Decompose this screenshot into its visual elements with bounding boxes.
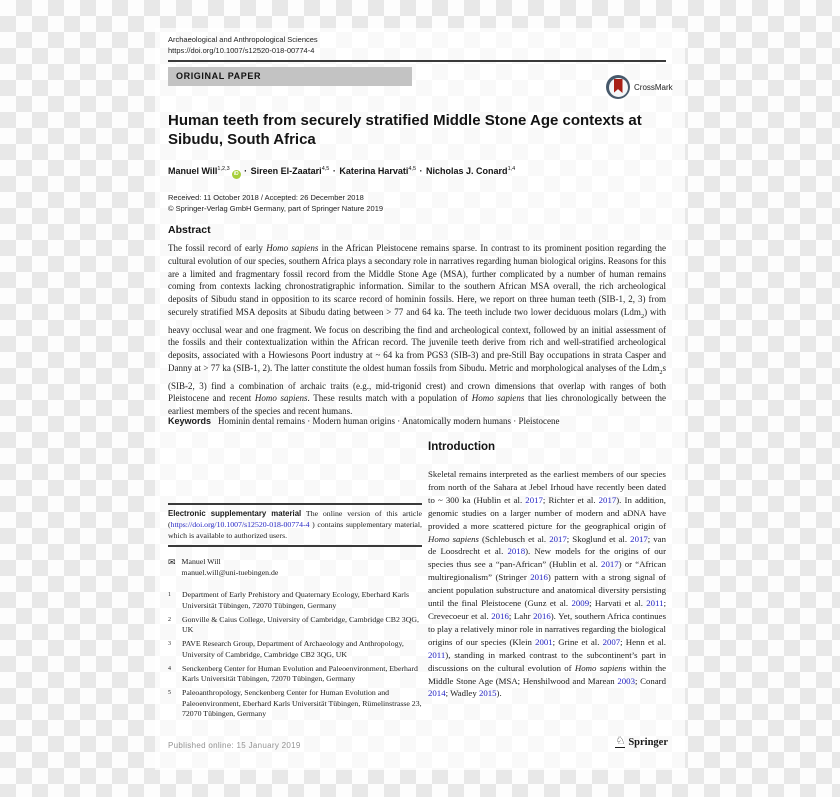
abstract-text: The fossil record of early Homo sapiens in the African Pleistocene remains sparse. In contrast to its prominent position regarding the cultural evolution of our species, southern Africa plays a secondary role in narratives regarding human biological origins. Reasons for this are a limited and fragmentary fossil record from the Middle Stone Age (MSA), further complicated by a number of human remains coming from contexts lacking chronostratigraphic information. Similar to the southern African MSA overall, the rich archeological deposits of Sibudu stand in opposition to its scarce record of hominin fossils. Here, we report on three human teeth (SIB-1, 2, 3) from securely stratified MSA deposits at Sibudu dating between > 77 and 64 ka. The teeth include two lower deciduous molars (Ldm$_2$) with heavy occlusal wear and one fragment. We focus on describing the find and archeological context, followed by an initial assessment of the fossils and their contextualization within the African record. The juvenile teeth derive from rich and well-stratified archeological deposits, associated with a Howiesons Poort industry at ~ 64 ka from PGS3 (SIB-3) and pre-Still Bay occupations in strata Casper and Danny at > 77 ka (SIB-1, 2). The latter constitute the oldest human fossils from Sibudu. Metric and morphological analyses of the Ldm$_2$s (SIB-2, 3) find a combination of archaic traits (e.g., mid-trigonid crest) and crown dimensions that overlap with ranges of both Pleistocene and recent Homo sapiens. These results match with a population of Homo sapiens that lies chronologically between the earliest members of the species and recent humans. xyxy=(168,243,667,417)
author-separator: · xyxy=(241,166,250,176)
received-accepted-line: Received: 11 October 2018 / Accepted: 26 December 2018 xyxy=(168,193,364,202)
affiliation-text: Gonville & Caius College, University of Cambridge, Cambridge CB2 3QG, UK xyxy=(182,614,419,635)
affiliation-item xyxy=(168,590,422,611)
affiliation-text: Senckenberg Center for Human Evolution and Paleoenvironment, Eberhard Karls Universität Tübingen, 72070 Tübingen, Germany xyxy=(182,663,418,684)
journal-name: Archaeological and Anthropological Sciences xyxy=(168,35,318,44)
inline-link[interactable]: 2016 xyxy=(533,610,551,621)
author xyxy=(251,166,340,176)
inline-link[interactable]: 2015 xyxy=(478,688,497,699)
dates-block xyxy=(168,193,383,214)
keywords-label: Keywords xyxy=(168,416,212,426)
footnote-rule-top xyxy=(168,503,422,505)
author-name: Nicholas J. Conard xyxy=(426,166,508,176)
affiliation-number: 2 xyxy=(168,616,171,623)
introduction-column xyxy=(428,441,666,700)
orcid-icon[interactable]: iD xyxy=(233,171,239,177)
affiliation-text: PAVE Research Group, Department of Archaeology and Anthropology, University of Cambridge, Cambridge CB2 3QG, UK xyxy=(182,639,404,659)
author-separator: · xyxy=(417,166,426,176)
author xyxy=(168,166,251,176)
affiliation-text: Department of Early Prehistory and Quaternary Ecology, Eberhard Karls Universität Tübingen, 72070 Tübingen, Germany xyxy=(182,590,410,610)
corresponding-author-email[interactable]: manuel.will@uni-tuebingen.de xyxy=(181,567,279,577)
author-name: Katerina Harvati xyxy=(339,166,409,176)
inline-link[interactable]: 2011 xyxy=(428,649,446,660)
inline-link[interactable]: 2003 xyxy=(617,675,635,686)
doi-text: https://doi.org/10.1007/s12520-018-00774-4 xyxy=(168,46,315,55)
author xyxy=(339,166,426,176)
esm-note: Electronic supplementary material The online version of this article (https://doi.org/10.1007/s12520-018-00774-4 ) contains supplementary material, which is available to authorized users. xyxy=(168,509,422,540)
affiliation-item xyxy=(168,615,422,636)
affiliation-number: 3 xyxy=(168,641,171,648)
affiliation-number: 4 xyxy=(168,665,171,672)
author-name: Sireen El-Zaatari xyxy=(250,166,322,176)
corresponding-author-name: Manuel Will xyxy=(181,557,221,567)
inline-link[interactable]: 2016 xyxy=(491,610,509,621)
inline-link[interactable]: https://doi.org/10.1007/s12520-018-00774-4 xyxy=(170,519,310,529)
keywords-line xyxy=(168,416,666,426)
inline-link[interactable]: 2011 xyxy=(646,598,664,609)
left-footnote-column xyxy=(168,503,422,723)
inline-link[interactable]: 2007 xyxy=(602,636,621,647)
affiliation-list xyxy=(168,590,422,720)
inline-link[interactable]: 2018 xyxy=(507,546,526,557)
abstract-heading: Abstract xyxy=(168,224,211,236)
author-separator xyxy=(515,166,517,176)
inline-link[interactable]: 2017 xyxy=(630,533,648,544)
crossmark-flag-icon xyxy=(614,79,623,93)
published-online-line: Published online: 15 January 2019 xyxy=(168,741,301,750)
article-type-label: ORIGINAL PAPER xyxy=(168,67,412,86)
crossmark-button[interactable] xyxy=(606,75,673,99)
envelope-icon: ✉ xyxy=(168,557,176,568)
author-list xyxy=(168,166,666,179)
affiliation-item xyxy=(168,664,422,685)
header-rule xyxy=(168,60,666,62)
affiliation-number: 1 xyxy=(168,592,171,599)
author xyxy=(426,166,517,176)
article-title: Human teeth from securely stratified Middle Stone Age contexts at Sibudu, South Africa xyxy=(168,112,642,148)
author-affiliation-sup: 1,4 xyxy=(507,166,516,172)
correspondence-block xyxy=(168,557,422,578)
inline-link[interactable]: 2017 xyxy=(598,494,617,505)
introduction-text: Skeletal remains interpreted as the earliest members of our species from north of the Sahara at Jebel Irhoud have recently been dated to ~ 300 ka (Hublin et al. 2017; Richter et al. 2017). In addition, genomic studies on a larger number of modern and aDNA have provided a more scattered picture for the geographical origin of Homo sapiens (Schlebusch et al. 2017; Skoglund et al. 2017; van de Loosdrecht et al. 2018). New models for the origins of our species thus see a “pan-African” (Hublin et al. 2017) or “African multiregionalism” (Stringer 2016) pattern with a strong signal of ancient population substructure and anatomical diversity persisting until the final Pleistocene (Gunz et al. 2009; Harvati et al. 2011; Crevecoeur et al. 2016; Lahr 2016). Yet, southern Africa continues to play a relatively minor role in narratives regarding the biological origins of our species (Klein 2001; Grine et al. 2007; Henn et al. 2011), standing in marked contrast to the subcontinent’s part in discussions on the cultural evolution of Homo sapiens within the Middle Stone Age (MSA; Henshilwood and Marean 2003; Conard 2014; Wadley 2015). xyxy=(428,469,667,699)
footnote-rule-bottom xyxy=(168,545,422,547)
inline-link[interactable]: 2014 xyxy=(428,688,446,699)
inline-link[interactable]: 2017 xyxy=(549,533,567,544)
author-affiliation-sup: 4,5 xyxy=(321,166,330,172)
inline-link[interactable]: 2009 xyxy=(571,598,590,609)
affiliation-item xyxy=(168,639,422,660)
affiliation-text: Paleoanthropology, Senckenberg Center for Human Evolution and Paleoenvironment, Eberhard Karls Universität Tübingen, Rümelinstrasse 23, 72070 Tübingen, Germany xyxy=(182,688,422,719)
springer-wordmark: Springer xyxy=(628,736,668,748)
introduction-heading: Introduction xyxy=(428,441,496,453)
inline-link[interactable]: 2017 xyxy=(525,494,543,505)
springer-knight-icon: ♘ xyxy=(615,735,626,747)
author-name: Manuel Will xyxy=(168,166,218,176)
author-affiliation-sup: 1,2,3 xyxy=(217,166,230,172)
inline-link[interactable]: 2016 xyxy=(530,572,548,583)
affiliation-number: 5 xyxy=(168,690,171,697)
crossmark-icon xyxy=(606,75,630,99)
keywords-text: Hominin dental remains · Modern human origins · Anatomically modern humans · Pleistocene xyxy=(218,416,560,426)
crossmark-label: CrossMark xyxy=(634,82,673,92)
inline-link[interactable]: 2017 xyxy=(601,559,619,570)
author-separator: · xyxy=(330,166,339,176)
inline-link[interactable]: 2001 xyxy=(535,636,553,647)
author-affiliation-sup: 4,5 xyxy=(408,166,417,172)
affiliation-item xyxy=(168,688,422,720)
springer-logo xyxy=(578,736,668,748)
copyright-line: © Springer-Verlag GmbH Germany, part of Springer Nature 2019 xyxy=(168,203,384,213)
